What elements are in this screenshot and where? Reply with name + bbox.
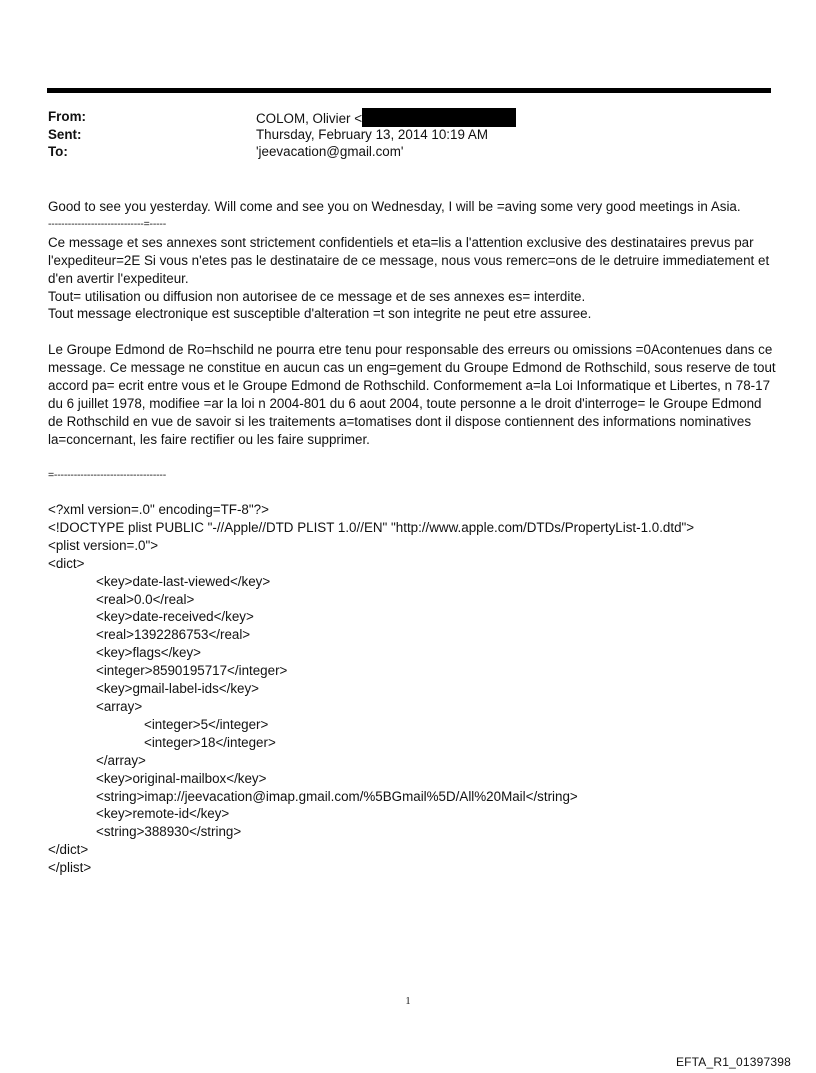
sender-name: COLOM, Olivier < <box>256 111 363 126</box>
sent-row <box>48 126 768 144</box>
greeting-text: Good to see you yesterday. Will come and see you on Wednesday, I will be =aving some very good meetings in Asia. <box>48 199 741 214</box>
code-line: <real>1392286753</real> <box>96 627 251 643</box>
sent-label: Sent: <box>48 126 82 142</box>
code-line: <plist version=.0"> <box>48 537 159 553</box>
header-divider <box>47 88 771 93</box>
code-line: <key>remote-id</key> <box>96 806 230 822</box>
code-line: <key>flags</key> <box>96 645 201 661</box>
code-line: <key>date-received</key> <box>96 609 254 625</box>
code-line: <key>date-last-viewed</key> <box>96 573 271 589</box>
code-line: <integer>18</integer> <box>144 734 276 750</box>
code-line: </plist> <box>48 860 92 876</box>
spacer <box>48 449 776 467</box>
code-line: <string>388930</string> <box>96 824 242 840</box>
page-number: 1 <box>405 996 411 1007</box>
code-line: <array> <box>96 698 143 714</box>
code-line: <integer>8590195717</integer> <box>96 663 288 679</box>
disclaimer-paragraph: Le Groupe Edmond de Ro=hschild ne pourra etre tenu pour responsable des erreurs ou omissions =0Acontenues dans ce message. Ce message ne constitue en aucun cas un eng=gement du Groupe Edmond de Rothschild, sous reserve de tout accord pa= ecrit entre vous et le Groupe Edmond de Rothschild. Conformement a=la Loi Informatique et Libertes, n 78-17 du 6 juillet 1978, modifiee =ar la loi n 2004-801 du 6 aout 2004, toute personne a le droit d'interroge= le Groupe Edmond de Rothschild en vue de savoir si les traitements a=tomatises dont il dispose contiennent des informations nominatives la=concernant, les faire rectifier ou les faire supprimer. <box>48 342 776 447</box>
email-body <box>48 198 776 484</box>
code-line: <key>original-mailbox</key> <box>96 770 267 786</box>
code-line: <string>imap://jeevacation@imap.gmail.com/%5BGmail%5D/All%20Mail</string> <box>96 788 578 804</box>
disclaimer-paragraph: Tout= utilisation ou diffusion non autorisee de ce message et de ses annexes es= interdite. <box>48 288 586 304</box>
to-row <box>48 143 768 161</box>
separator-line: -----------------------------=----- <box>48 217 167 230</box>
code-line: <key>gmail-label-ids</key> <box>96 681 260 697</box>
email-header <box>48 108 768 161</box>
redaction-bar <box>362 108 516 127</box>
bates-number: EFTA_R1_01397398 <box>675 1055 791 1069</box>
code-line: <real>0.0</real> <box>96 591 195 607</box>
sent-value: Thursday, February 13, 2014 10:19 AM <box>256 126 488 142</box>
to-value: 'jeevacation@gmail.com' <box>256 144 404 159</box>
code-line: <integer>5</integer> <box>144 716 269 732</box>
code-line: <!DOCTYPE plist PUBLIC "-//Apple//DTD PLIST 1.0//EN" "http://www.apple.com/DTDs/PropertyList-1.0.dtd"> <box>48 519 695 535</box>
code-line: </dict> <box>48 842 89 858</box>
plist-code-block <box>48 501 788 877</box>
code-line: <?xml version=.0" encoding=TF-8"?> <box>48 502 269 517</box>
to-label: To: <box>48 144 68 159</box>
code-line: <dict> <box>48 555 85 571</box>
separator-line: =---------------------------------- <box>48 468 167 481</box>
code-line: </array> <box>96 752 146 768</box>
from-row <box>48 108 768 126</box>
from-label: From: <box>48 109 86 124</box>
spacer <box>48 323 776 341</box>
disclaimer-paragraph: Tout message electronique est susceptible d'alteration =t son integrite ne peut etre assuree. <box>48 306 592 322</box>
disclaimer-paragraph: Ce message et ses annexes sont strictement confidentiels et eta=lis a l'attention exclusive des destinataires prevus par l'expediteur=2E Si vous n'etes pas le destinataire de ce message, nous vous remerc=ons de le detruire immediatement et d'en avertir l'expediteur. <box>48 234 770 286</box>
